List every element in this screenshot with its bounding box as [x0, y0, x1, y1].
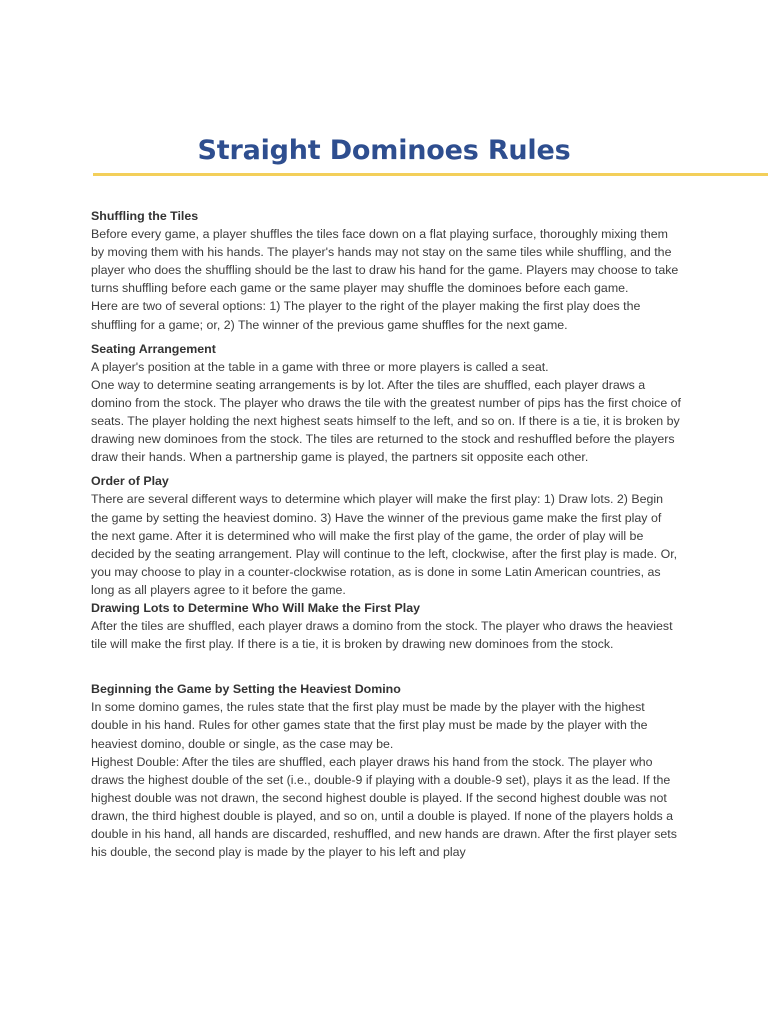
- section-heading: Shuffling the Tiles: [91, 209, 199, 223]
- section-paragraph: A player's position at the table in a game with three or more players is called a seat.: [91, 359, 549, 374]
- section-paragraph: Before every game, a player shuffles the tiles face down on a flat playing surface, thoroughly mixing them by moving them with his hands. The player's hands may not stay on the same tiles while shuffling, and the player who does the shuffling should be the last to draw his hand for the game. Players may choose to take turns shuffling before each game or the same player may shuffle the dominoes before each game.: [91, 227, 679, 296]
- section-order-of-play: [91, 472, 681, 599]
- section-paragraph: Here are two of several options: 1) The player to the right of the player making the first play does the shuffling for a game; or, 2) The winner of the previous game shuffles for the next game.: [91, 299, 641, 332]
- section-heading: Seating Arrangement: [91, 341, 216, 356]
- section-paragraph: Highest Double: After the tiles are shuffled, each player draws his hand from the stock. The player who draws the highest double of the set (i.e., double-9 if playing with a double-9 set), plays it as the lead. If the highest double was not drawn, the second highest double is played. If the second highest double was not drawn, the third highest double is played, and so on, until a double is played. If none of the players holds a double in his hand, all hands are discarded, reshuffled, and new hands are drawn. After the first player sets his double, the second play is made by the player to his left and play: [91, 754, 677, 860]
- title-underline: [93, 173, 768, 176]
- section-seating: [91, 340, 681, 467]
- section-paragraph: There are several different ways to determine which player will make the first play: 1) Draw lots. 2) Begin the game by setting the heaviest domino. 3) Have the winner of the previous game make the first play of the next game. After it is determined who will make the first play of the game, the order of play will be decided by the seating arrangement. Play will continue to the left, clockwise, after the first play is made. Or, you may choose to play in a counter-clockwise rotation, as is done in some Latin American countries, as long as all players agree to it before the game.: [91, 492, 678, 597]
- document-title: Straight Dominoes Rules: [197, 135, 571, 166]
- section-heaviest-domino: [91, 680, 681, 861]
- section-paragraph: After the tiles are shuffled, each player draws a domino from the stock. The player who draws the heaviest tile will make the first play. If there is a tie, it is broken by drawing new dominoes from the stock.: [91, 619, 673, 652]
- section-shuffling: [91, 207, 681, 334]
- section-drawing-lots: [91, 599, 681, 653]
- section-paragraph: In some domino games, the rules state that the first play must be made by the player with the highest double in his hand. Rules for other games state that the first play must be made by the player with the heaviest domino, double or single, as the case may be.: [91, 700, 648, 751]
- section-heading: Drawing Lots to Determine Who Will Make the First Play: [91, 600, 420, 615]
- section-heading: Order of Play: [91, 474, 169, 489]
- document-body: [91, 207, 681, 861]
- section-heading: Beginning the Game by Setting the Heaviest Domino: [91, 682, 401, 697]
- section-paragraph: One way to determine seating arrangements is by lot. After the tiles are shuffled, each player draws a domino from the stock. The player who draws the tile with the greatest number of pips has the first choice of seats. The player holding the next highest seats himself to the left, and so on. If there is a tie, it is broken by drawing new dominoes from the stock. The tiles are returned to the stock and reshuffled before the players draw their hands. When a partnership game is played, the partners sit opposite each other.: [91, 377, 681, 465]
